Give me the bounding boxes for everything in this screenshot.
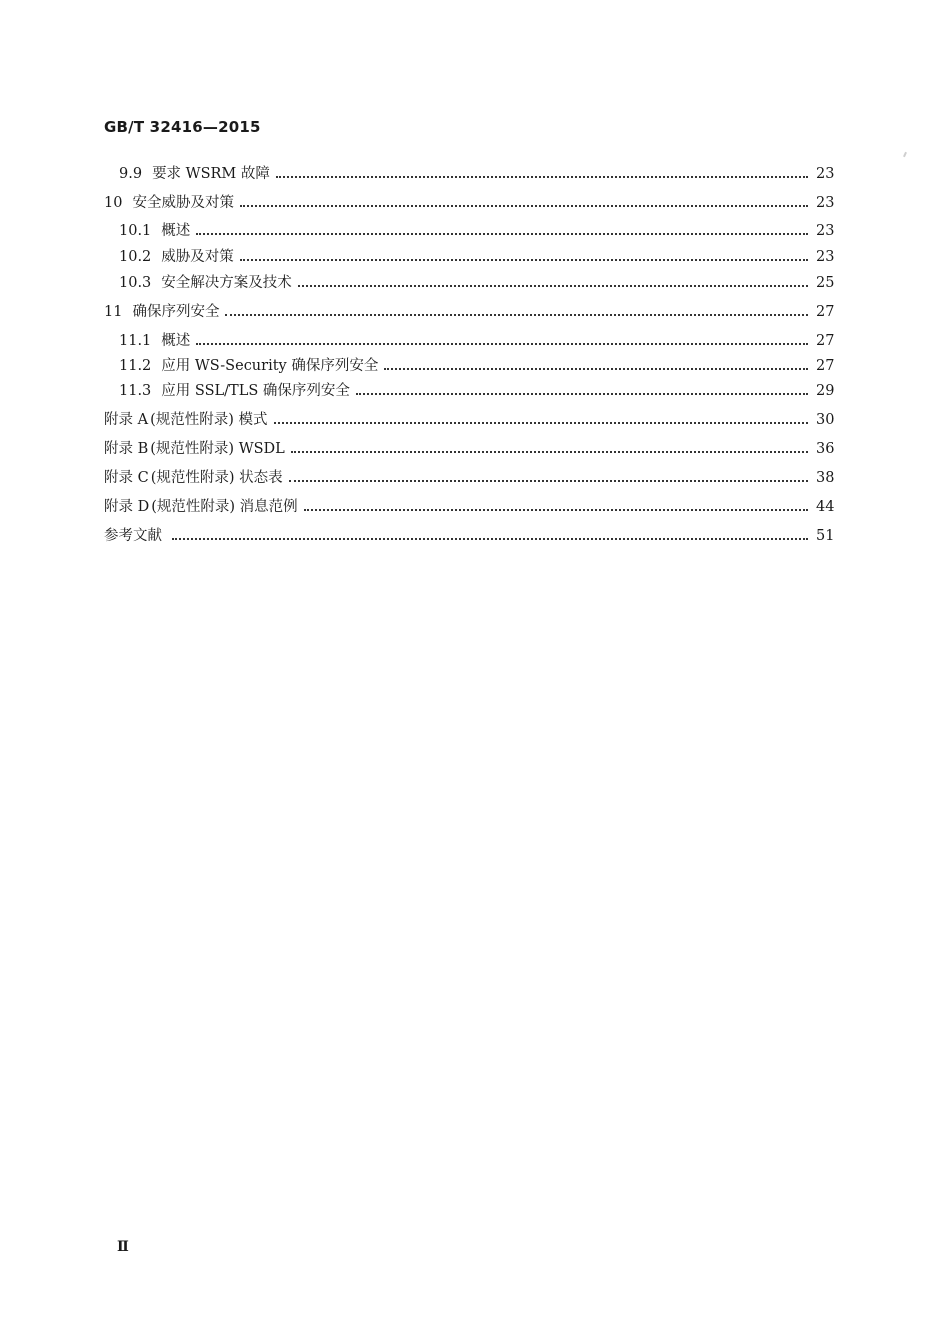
dot-leader [274,422,808,424]
toc-entry-page: 27 [816,304,835,320]
dot-leader [291,451,808,453]
toc-entry-10-2[interactable] [119,245,834,267]
toc-entry-number: 附录 C [104,470,149,486]
dot-leader [172,538,808,540]
toc-entry-11-3[interactable] [119,379,834,401]
toc-entry-appendix-c[interactable] [104,466,834,488]
dot-leader [240,205,808,207]
toc-entry-number: 附录 D [104,499,150,515]
toc-entry-10-1[interactable] [119,219,834,241]
toc-entry-appendix-d[interactable] [104,495,834,517]
toc-entry-page: 29 [816,383,835,399]
toc-entry-title: 安全威胁及对策 [132,195,234,211]
toc-entry-appendix-a[interactable] [104,408,834,430]
toc-entry-title: (规范性附录) WSDL [150,441,285,457]
toc-entry-title: (规范性附录) 状态表 [150,470,283,486]
toc-entry-page: 36 [816,441,835,457]
toc-entry-title: 应用 WS-Security 确保序列安全 [161,358,379,374]
toc-entry-number: 10.1 [119,223,152,239]
page-number-footer: Ⅱ [117,1239,129,1255]
toc-entry-page: 38 [816,470,835,486]
dot-leader [384,368,808,370]
table-of-contents [0,0,950,600]
toc-entry-title: (规范性附录) 消息范例 [151,499,298,515]
toc-entry-page: 51 [816,528,835,544]
toc-entry-number: 11.2 [119,358,152,374]
toc-entry-title: 概述 [161,223,191,239]
dot-leader [225,314,808,316]
toc-entry-number: 附录 A [104,412,149,428]
toc-entry-page: 23 [816,249,835,265]
toc-entry-page: 23 [816,195,835,211]
toc-entry-references[interactable] [104,524,834,546]
toc-entry-number: 10 [104,195,123,211]
toc-entry-11-1[interactable] [119,329,834,351]
standard-number-header: GB/T 32416—2015 [104,118,261,136]
toc-entry-appendix-b[interactable] [104,437,834,459]
dot-leader [196,343,808,345]
toc-entry-page: 44 [816,499,835,515]
toc-entry-number: 10.2 [119,249,152,265]
toc-entry-number: 9.9 [119,166,143,182]
dot-leader [298,285,808,287]
toc-entry-page: 27 [816,358,835,374]
toc-entry-10[interactable] [104,191,834,213]
dot-leader [196,233,808,235]
toc-entry-number: 附录 B [104,441,149,457]
toc-entry-11[interactable] [104,300,834,322]
toc-entry-number: 10.3 [119,275,152,291]
toc-entry-10-3[interactable] [119,271,834,293]
dot-leader [289,480,808,482]
toc-entry-title: (规范性附录) 模式 [150,412,268,428]
toc-entry-page: 30 [816,412,835,428]
toc-entry-11-2[interactable] [119,354,834,376]
toc-entry-number: 11.1 [119,333,152,349]
toc-entry-title: 参考文献 [104,528,162,544]
toc-entry-page: 23 [816,223,835,239]
dot-leader [304,509,808,511]
toc-entry-title: 要求 WSRM 故障 [152,166,270,182]
toc-entry-title: 安全解决方案及技术 [161,275,292,291]
toc-entry-9-9[interactable] [119,162,834,184]
dot-leader [356,393,808,395]
toc-entry-page: 25 [816,275,835,291]
toc-entry-title: 威胁及对策 [161,249,234,265]
toc-entry-page: 27 [816,333,835,349]
toc-entry-title: 概述 [161,333,191,349]
toc-entry-title: 应用 SSL/TLS 确保序列安全 [161,383,350,399]
toc-entry-title: 确保序列安全 [132,304,220,320]
toc-entry-page: 23 [816,166,835,182]
dot-leader [240,259,808,261]
toc-entry-number: 11.3 [119,383,152,399]
toc-entry-number: 11 [104,304,123,320]
dot-leader [276,176,808,178]
